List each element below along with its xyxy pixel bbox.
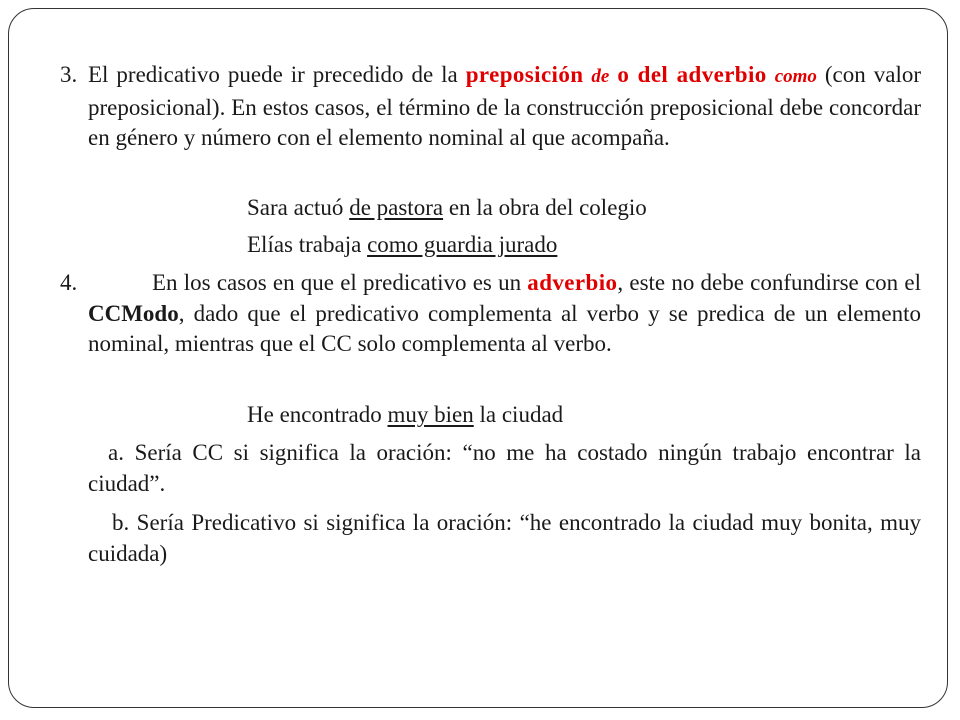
item-3-text-1: El predicativo puede ir precedido de la	[88, 62, 466, 87]
item-3-text-2: (con valor preposicional). En estos casos, el término de la construcción preposicional debe concordar en género y número con el elemento nominal al que acompaña.	[88, 62, 921, 150]
item-b-paragraph	[88, 508, 921, 569]
example-2-underlined: como guardia jurado	[367, 232, 558, 257]
item-3-preposicion: preposición	[465, 62, 584, 87]
example-3	[247, 400, 563, 430]
item-3-number: 3.	[60, 62, 78, 87]
item-4-ccmodo: CCModo	[88, 300, 179, 326]
item-4-text-1: En los casos en que el predicativo es un	[152, 270, 522, 295]
item-4-adverbio: adverbio	[527, 270, 618, 295]
item-a-text: Sería CC si significa la oración: “no me ha costado ningún trabajo encontrar la ciudad”.	[88, 440, 922, 496]
example-2	[247, 230, 557, 260]
example-3-underlined: muy bien	[387, 402, 474, 427]
item-a-paragraph	[88, 438, 921, 499]
item-b-text: Sería Predicativo si significa la oración: “he encontrado la ciudad muy bonita, muy cuidada)	[88, 510, 922, 566]
item-a-label: a.	[108, 440, 124, 465]
item-4-text-3: , dado que el predicativo complementa al verbo y se predica de un elemento nominal, mientras que el CC solo complementa al verbo.	[88, 300, 921, 356]
item-3-o-del-adverbio: o del adverbio	[617, 62, 767, 87]
example-1-underlined: de pastora	[349, 195, 444, 220]
item-4-paragraph	[60, 268, 921, 360]
example-1-pre: Sara actuó	[247, 195, 344, 220]
example-2-pre: Elías trabaja	[247, 232, 362, 257]
example-3-pre: He encontrado	[247, 402, 382, 427]
item-3-de: de	[591, 66, 610, 87]
example-3-post: la ciudad	[479, 402, 564, 427]
item-4-number: 4.	[60, 270, 78, 295]
example-1-post: en la obra del colegio	[448, 195, 647, 220]
example-1	[247, 193, 647, 223]
item-3-como: como	[774, 66, 817, 87]
item-4-text-2: , este no debe confundirse con el	[617, 270, 921, 295]
item-3-paragraph	[60, 60, 921, 154]
item-b-label: b.	[112, 510, 130, 535]
